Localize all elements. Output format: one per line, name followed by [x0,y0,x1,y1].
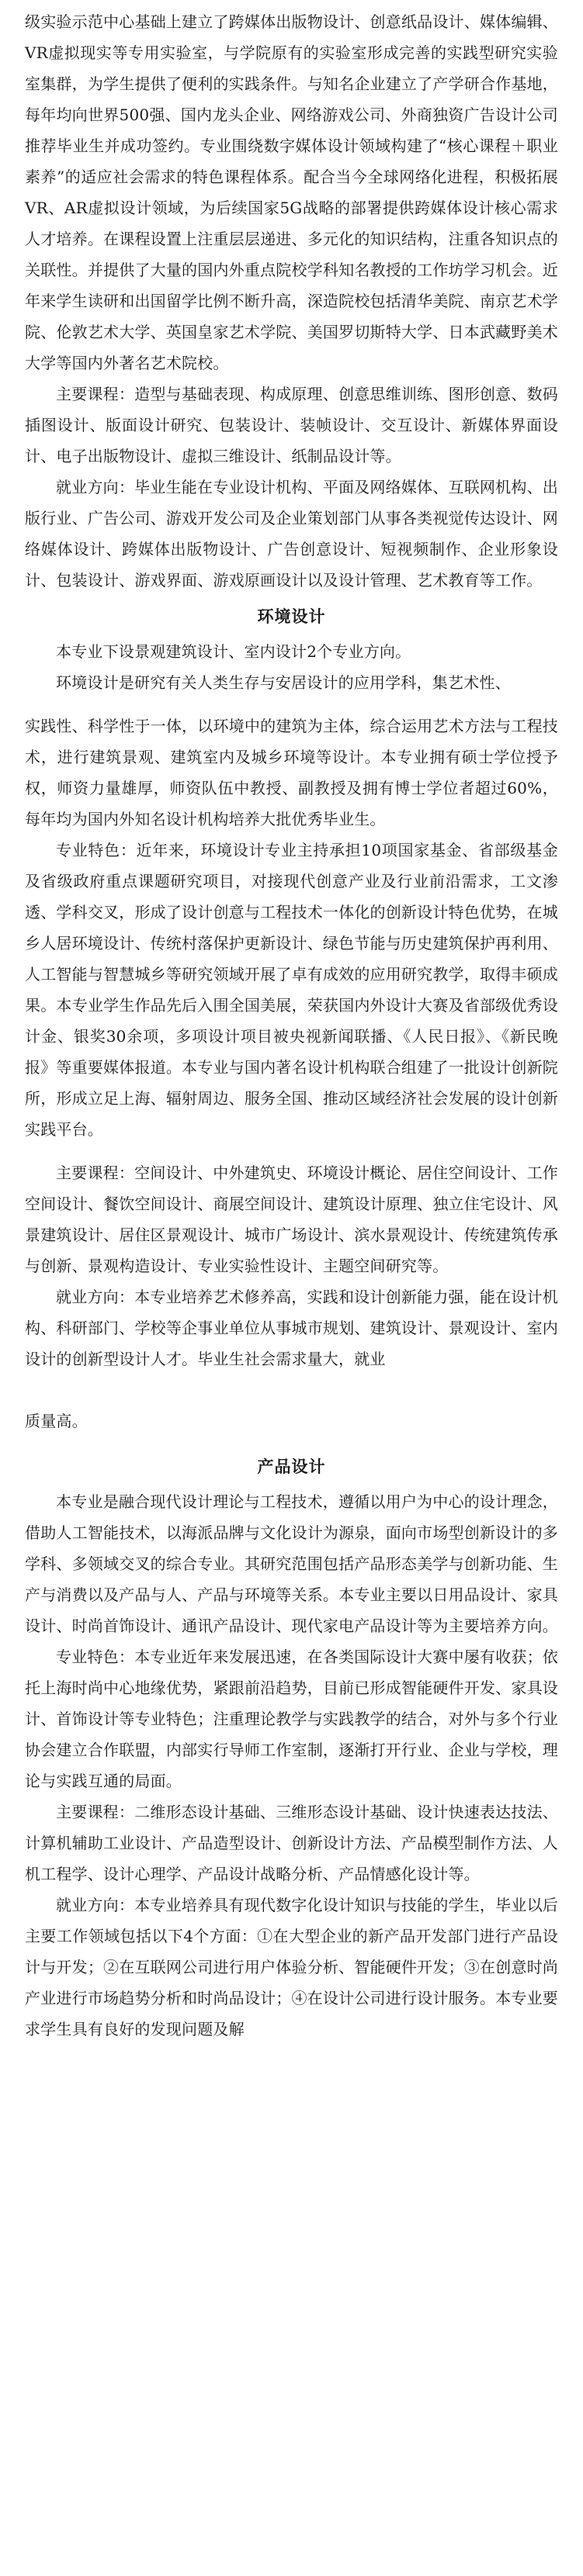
page-cutoff-fade [0,2559,583,2576]
environment-career-paragraph: 就业方向：本专业培养艺术修养高，实践和设计创新能力强，能在设计机构、科研部门、学校等企事业单位从事城市规划、建筑设计、景观设计、室内设计的创新型设计人才。毕业生社会需求量大，就业 [25,1288,558,1368]
environment-section-title: 环境设计 [257,607,326,626]
environment-definition-line: 环境设计是研究有关人类生存与安居设计的应用学科，集艺术性、 [56,673,511,692]
environment-main-courses-paragraph: 主要课程：空间设计、中外建筑史、环境设计概论、居住空间设计、工作空间设计、餐饮空间设计、商展空间设计、建筑设计原理、独立住宅设计、风景建筑设计、居住区景观设计、城市广场设计、滨水景观设计、传统建筑传承与创新、景观构造设计、专业实验性设计、主题空间研究等。 [25,1164,558,1275]
product-main-courses-paragraph: 主要课程：二维形态设计基础、三维形态设计基础、设计快速表达技法、计算机辅助工业设计、产品造型设计、创新设计方法、产品模型制作方法、人机工程学、设计心理学、产品设计战略分析、产品情感化设计等。 [25,1803,558,1883]
product-design-section [25,1449,558,2045]
media-main-courses-paragraph: 主要课程：造型与基础表现、构成原理、创意思维训练、图形创意、数码插图设计、版面设计研究、包装设计、装帧设计、交互设计、新媒体界面设计、电子出版物设计、虚拟三维设计、纸制品设计等。 [25,385,558,465]
environment-features-paragraph: 专业特色：近年来，环境设计专业主持承担10项国家基金、省部级基金及省级政府重点课题研究项目，对接现代创意产业及行业前沿需求，工文渗透、学科交叉，形成了设计创意与工程技术一体化的创新设计特色优势，在城乡人居环境设计、传统村落保护更新设计、绿色节能与历史建筑保护再利用、人工智能与智慧城乡等研究领域开展了卓有成效的应用研究教学，取得丰硕成果。本专业学生作品先后入围全国美展，荣获国内外设计大赛及省部级优秀设计金、银奖30余项，多项设计项目被央视新闻联播、《人民日报》、《新民晚报》等重要媒体报道。本专业与国内著名设计机构联合组建了一批设计创新院所，形成立足上海、辐射周边、服务全国、推动区域经济社会发展的设计创新实践平台。 [25,841,558,1139]
environment-definition-paragraph: 实践性、科学性于一体，以环境中的建筑为主体，综合运用艺术方法与工程技术，进行建筑景观、建筑室内及城乡环境等设计。本专业拥有硕士学位授予权，师资力量雄厚，师资队伍中教授、副教授及拥有博士学位者超过60%，每年均为国内外知名设计机构培养大批优秀毕业生。 [25,717,558,828]
product-career-paragraph: 就业方向：本专业培养具有现代数字化设计知识与技能的学生，毕业以后主要工作领域包括以下4个方面：①在大型企业的新产品开发部门进行产品设计与开发；②在互联网公司进行用户体验分析、智能硬件开发；③在创意时尚产业进行市场趋势分析和时尚品设计；④在设计公司进行设计服务。本专业要求学生具有良好的发现问题及解 [25,1896,558,2038]
product-features-paragraph: 专业特色：本专业近年来发展迅速，在各类国际设计大赛中屡有收获；依托上海时尚中心地缘优势，紧跟前沿趋势，目前已形成智能硬件开发、家具设计、首饰设计等专业特色；注重理论教学与实践教学的结合，对外与多个行业协会建立合作联盟，内部实行导师工作室制，逐渐打开行业、企业与学校，理论与实践互通的局面。 [25,1648,558,1790]
environment-career-tail: 质量高。 [25,1412,88,1430]
environment-design-section [25,599,558,1437]
media-design-section [25,6,558,596]
product-definition-paragraph: 本专业是融合现代设计理论与工程技术，遵循以用户为中心的设计理念，借助人工智能技术，以海派品牌与文化设计为源泉，面向市场型创新设计的多学科、多领域交叉的综合专业。其研究范围包括产品形态美学与创新功能、生产与消费以及产品与人、产品与环境等关系。本专业主要以日用品设计、家具设计、时尚首饰设计、通讯产品设计、现代家电产品设计等为主要培养方向。 [25,1492,558,1635]
media-intro-paragraph: 级实验示范中心基础上建立了跨媒体出版物设计、创意纸品设计、媒体编辑、VR虚拟现实等专用实验室，与学院原有的实验室形成完善的实践型研究实验室集群，为学生提供了便利的实践条件。与知名企业建立了产学研合作基地，每年均向世界500强、国内龙头企业、网络游戏公司、外商独资广告设计公司推荐毕业生并成功签约。专业围绕数字媒体设计领域构建了“核心课程＋职业素养”的适应社会需求的特色课程体系。配合当今全球网络化进程，积极拓展VR、AR虚拟设计领域，为后续国家5G战略的部署提供跨媒体设计核心需求人才培养。在课程设置上注重层层递进、多元化的知识结构，注重各知识点的关联性。并提供了大量的国内外重点院校学科知名教授的工作坊学习机会。近年来学生读研和出国留学比例不断升高，深造院校包括清华美院、南京艺术学院、伦敦艺术大学、英国皇家艺术学院、美国罗切斯特大学、日本武藏野美术大学等国内外著名艺术院校。 [25,12,558,372]
environment-overview-paragraph: 本专业下设景观建筑设计、室内设计2个专业方向。 [56,642,411,661]
product-section-title: 产品设计 [257,1457,326,1476]
media-career-paragraph: 就业方向：毕业生能在专业设计机构、平面及网络媒体、互联网机构、出版行业、广告公司、游戏开发公司及企业策划部门从事各类视觉传达设计、网络媒体设计、跨媒体出版物设计、广告创意设计、短视频制作、企业形象设计、包装设计、游戏界面、游戏原画设计以及设计管理、艺术教育等工作。 [25,478,558,590]
